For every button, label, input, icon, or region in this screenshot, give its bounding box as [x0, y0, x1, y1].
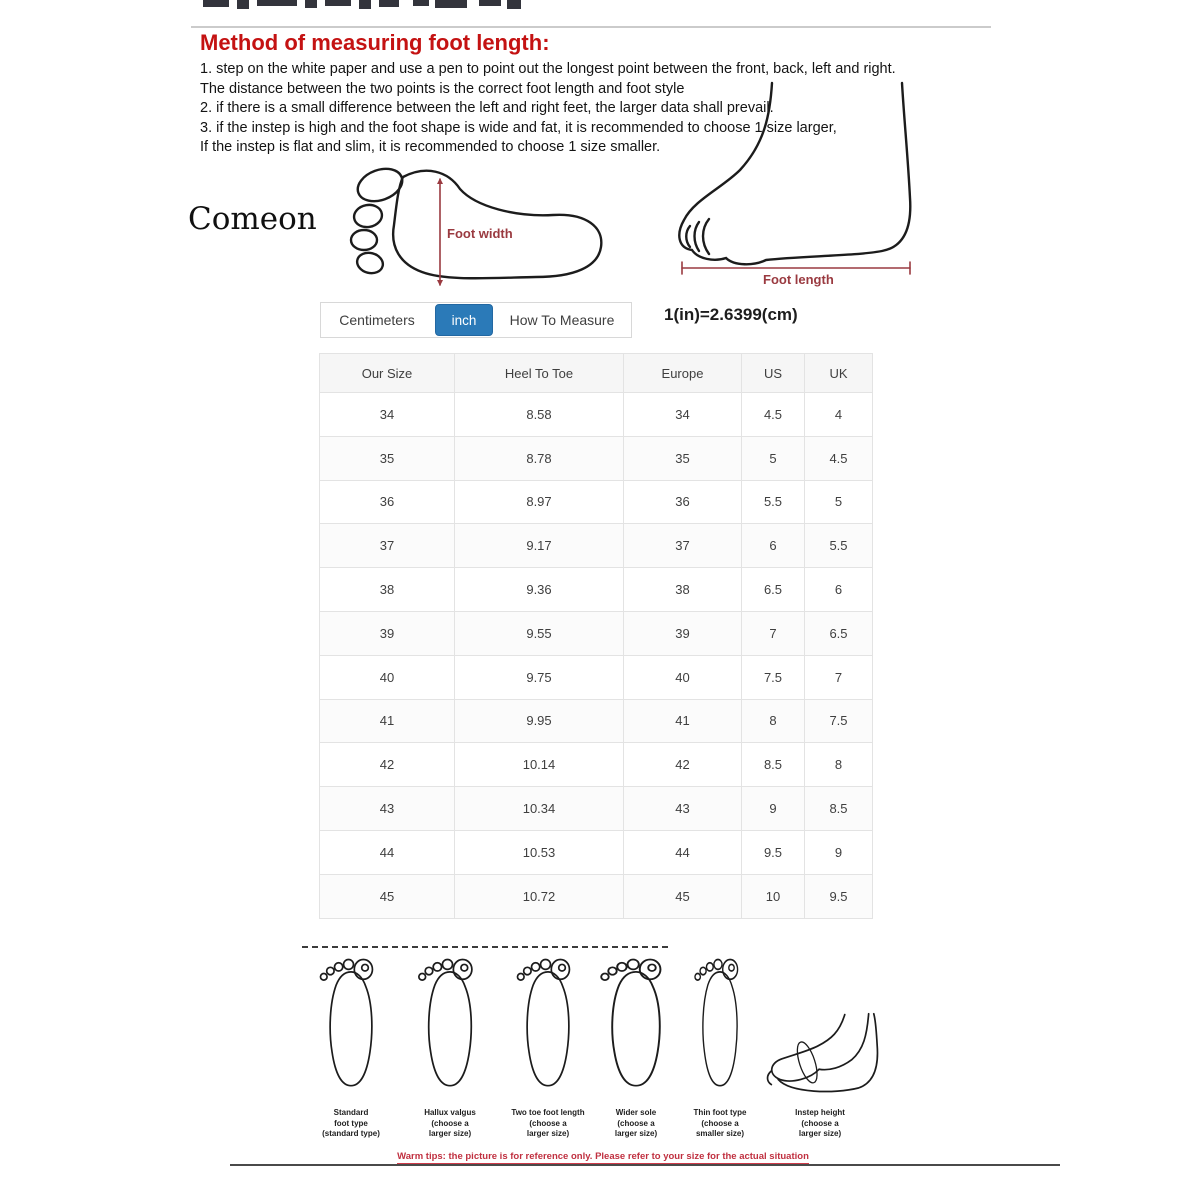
bottom-divider	[230, 1164, 1060, 1166]
table-cell: 8.5	[805, 787, 873, 831]
foot-type-label: Instep height (choose a larger size)	[795, 1108, 845, 1138]
table-row	[320, 655, 873, 699]
top-divider	[191, 26, 991, 28]
table-cell: 36	[320, 480, 455, 524]
table-cell: 7.5	[742, 655, 805, 699]
table-cell: 10.14	[455, 743, 624, 787]
table-cell: 5.5	[742, 480, 805, 524]
column-header: Heel To Toe	[455, 354, 624, 393]
table-cell: 6	[742, 524, 805, 568]
table-cell: 36	[624, 480, 742, 524]
table-cell: 9.75	[455, 655, 624, 699]
table-row	[320, 699, 873, 743]
table-cell: 44	[320, 830, 455, 874]
table-cell: 8	[742, 699, 805, 743]
table-row	[320, 830, 873, 874]
table-cell: 37	[320, 524, 455, 568]
table-cell: 6.5	[805, 611, 873, 655]
ankle-diagram-icon	[752, 948, 888, 1108]
table-cell: 38	[624, 568, 742, 612]
table-cell: 10.53	[455, 830, 624, 874]
table-cell: 10.72	[455, 874, 624, 918]
table-cell: 9.5	[805, 874, 873, 918]
tab-centimeters[interactable]: Centimeters	[339, 312, 415, 328]
instruction-line: If the instep is flat and slim, it is recommended to choose 1 size smaller.	[200, 139, 661, 155]
table-cell: 10	[742, 874, 805, 918]
tab-inch[interactable]: inch	[435, 304, 493, 336]
foot-type-label: Wider sole (choose a larger size)	[614, 1108, 658, 1138]
table-row	[320, 743, 873, 787]
instruction-line: 1. step on the white paper and use a pen to point out the longest point between the front, back, left and right.	[200, 61, 896, 77]
table-row	[320, 874, 873, 918]
table-cell: 9	[742, 787, 805, 831]
table-cell: 35	[320, 436, 455, 480]
table-cell: 8.5	[742, 743, 805, 787]
table-row	[320, 787, 873, 831]
cropped-header-fragments	[203, 0, 533, 10]
table-cell: 41	[624, 699, 742, 743]
table-row	[320, 611, 873, 655]
table-row	[320, 524, 873, 568]
size-table-header-row	[320, 354, 873, 393]
table-cell: 34	[320, 393, 455, 437]
table-cell: 8.78	[455, 436, 624, 480]
instruction-line: 2. if there is a small difference between the left and right feet, the larger data shall prevail.	[200, 100, 774, 116]
foot-type-label: Two toe foot length (choose a larger size)	[511, 1108, 585, 1138]
foot-type-label: Thin foot type (choose a smaller size)	[693, 1108, 747, 1138]
table-cell: 9.95	[455, 699, 624, 743]
table-cell: 45	[320, 874, 455, 918]
table-cell: 34	[624, 393, 742, 437]
table-cell: 8	[805, 743, 873, 787]
table-cell: 45	[624, 874, 742, 918]
table-cell: 10.34	[455, 787, 624, 831]
inch-cm-conversion-note: 1(in)=2.6399(cm)	[664, 305, 798, 324]
table-cell: 42	[624, 743, 742, 787]
foot-length-label: Foot length	[763, 272, 834, 287]
sole-diagram-icon	[303, 948, 399, 1108]
table-row	[320, 436, 873, 480]
foot-length-diagram	[670, 80, 925, 278]
column-header: UK	[805, 354, 873, 393]
table-cell: 40	[624, 655, 742, 699]
foot-width-label: Foot width	[447, 226, 513, 241]
table-cell: 41	[320, 699, 455, 743]
table-cell: 9.17	[455, 524, 624, 568]
table-cell: 39	[320, 611, 455, 655]
foot-type-instep-height	[752, 948, 888, 1140]
foot-type-standard	[303, 948, 399, 1140]
table-cell: 4.5	[742, 393, 805, 437]
table-cell: 4.5	[805, 436, 873, 480]
size-table	[319, 353, 873, 919]
column-header: Our Size	[320, 354, 455, 393]
table-cell: 4	[805, 393, 873, 437]
table-cell: 7	[742, 611, 805, 655]
table-cell: 9.36	[455, 568, 624, 612]
warm-tips: Warm tips: the picture is for reference only. Please refer to your size for the actual situation	[368, 1146, 838, 1165]
table-cell: 39	[624, 611, 742, 655]
table-cell: 35	[624, 436, 742, 480]
instruction-line: The distance between the two points is the correct foot length and foot style	[200, 80, 685, 97]
table-cell: 8.58	[455, 393, 624, 437]
tab-how-to-measure[interactable]: How To Measure	[509, 312, 615, 328]
brand-logo: Comeon	[188, 201, 317, 237]
unit-tabbar	[320, 302, 632, 338]
instruction-line: 3. if the instep is high and the foot shape is wide and fat, it is recommended to choose 1 size larger,	[200, 119, 837, 136]
table-cell: 40	[320, 655, 455, 699]
table-cell: 9	[805, 830, 873, 874]
column-header: Europe	[624, 354, 742, 393]
table-cell: 5.5	[805, 524, 873, 568]
table-cell: 5	[742, 436, 805, 480]
foot-type-hallux-valgus	[401, 948, 499, 1140]
column-header: US	[742, 354, 805, 393]
table-row	[320, 393, 873, 437]
page-title: Method of measuring foot length:	[200, 30, 550, 55]
table-cell: 9.5	[742, 830, 805, 874]
table-cell: 43	[320, 787, 455, 831]
table-cell: 37	[624, 524, 742, 568]
sole-diagram-icon	[401, 948, 499, 1108]
table-row	[320, 568, 873, 612]
table-cell: 7	[805, 655, 873, 699]
table-cell: 38	[320, 568, 455, 612]
table-row	[320, 480, 873, 524]
foot-type-label: Hallux valgus (choose a larger size)	[424, 1108, 476, 1138]
table-cell: 43	[624, 787, 742, 831]
foot-type-label: Standard foot type (standard type)	[322, 1108, 380, 1138]
table-cell: 6	[805, 568, 873, 612]
table-cell: 44	[624, 830, 742, 874]
table-cell: 6.5	[742, 568, 805, 612]
table-cell: 5	[805, 480, 873, 524]
table-cell: 9.55	[455, 611, 624, 655]
table-cell: 8.97	[455, 480, 624, 524]
table-cell: 7.5	[805, 699, 873, 743]
table-cell: 42	[320, 743, 455, 787]
